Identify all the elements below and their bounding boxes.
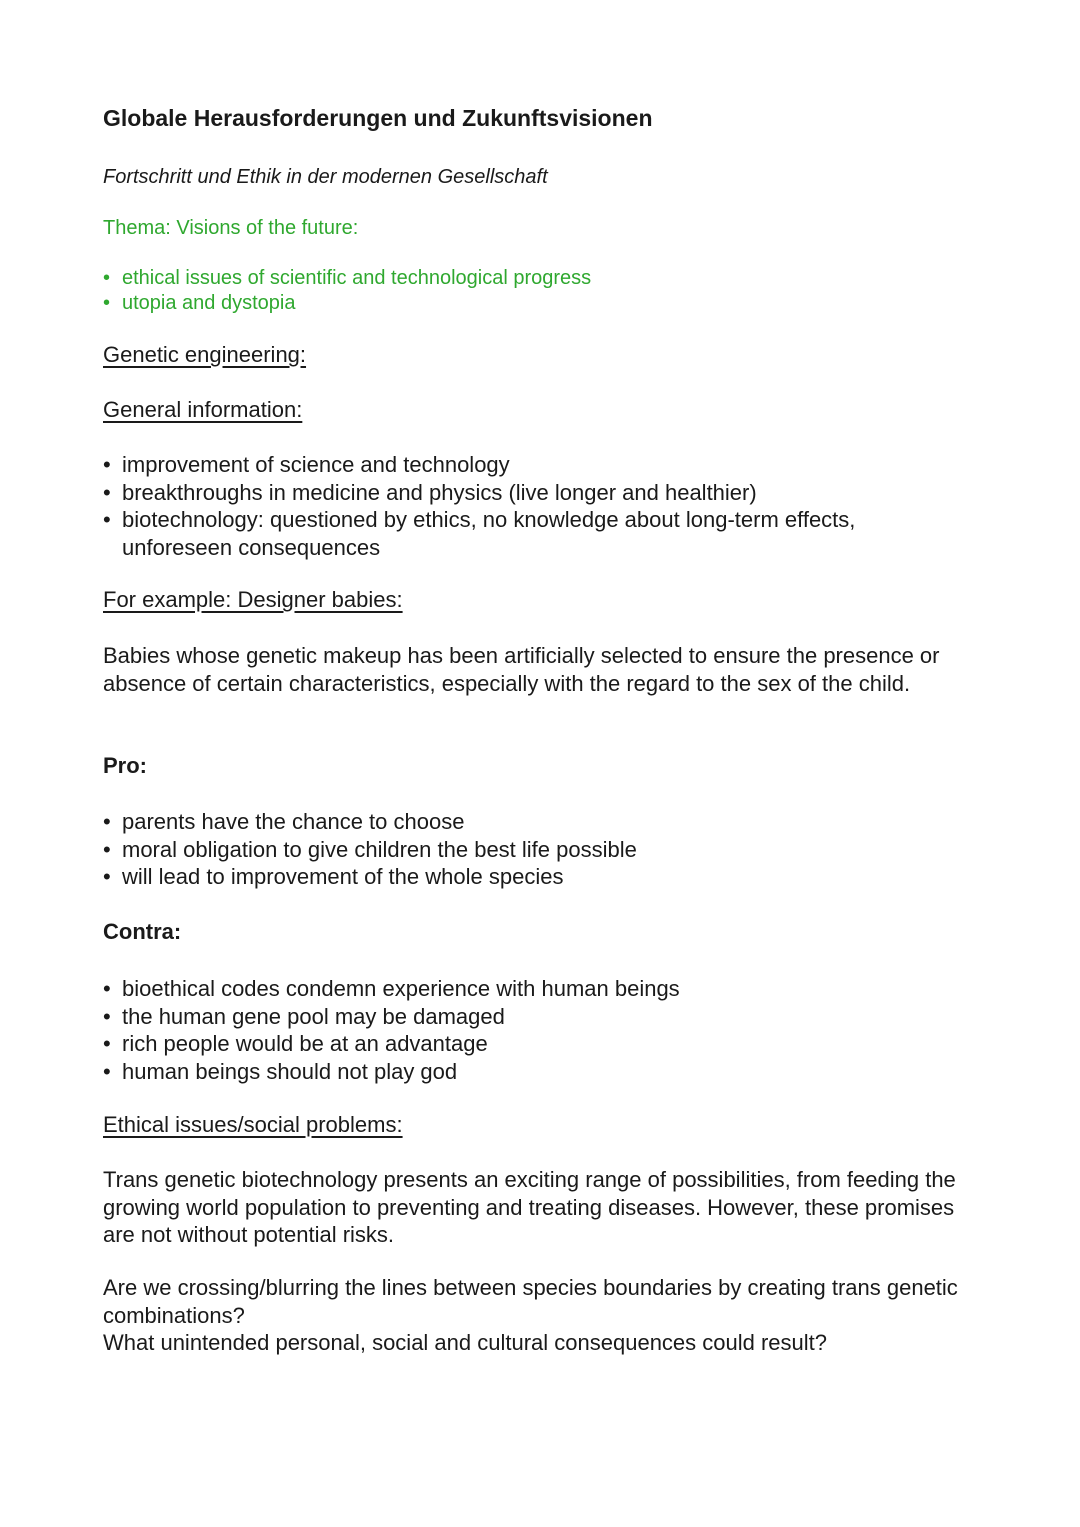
pro-list <box>103 808 963 891</box>
bullet-icon: • <box>103 1031 111 1056</box>
bullet-icon: • <box>103 976 111 1001</box>
list-item: • ethical issues of scientific and technological progress <box>103 267 592 289</box>
pro-heading: Pro: <box>103 753 147 778</box>
contra-list <box>103 975 963 1085</box>
contra-heading: Contra: <box>103 919 182 944</box>
list-item: • moral obligation to give children the best life possible <box>103 836 637 862</box>
ethical-paragraph-2 <box>103 1274 963 1357</box>
list-item: • parents have the chance to choose <box>103 809 465 834</box>
topic-list <box>103 266 591 316</box>
bullet-icon: • <box>103 507 111 532</box>
ethical-issues-heading: Ethical issues/social problems: <box>103 1112 403 1137</box>
ethical-paragraph-1: Trans genetic biotechnology presents an exciting range of possibilities, from feeding the growing world population to preventing and treating diseases. However, these promises are not without potential risks. <box>103 1167 956 1247</box>
bullet-icon: • <box>103 864 111 889</box>
example-heading: For example: Designer babies: <box>103 587 403 612</box>
ethical-question-1: Are we crossing/blurring the lines between species boundaries by creating trans genetic combinations? <box>103 1275 958 1328</box>
list-item: • breakthroughs in medicine and physics (live longer and healthier) <box>103 479 757 505</box>
genetic-engineering-heading: Genetic engineering: <box>103 342 307 367</box>
bullet-icon: • <box>103 1003 111 1029</box>
list-item: • bioethical codes condemn experience with human beings <box>103 976 680 1001</box>
example-paragraph: Babies whose genetic makeup has been artificially selected to ensure the presence or absence of certain characteristics, especially with the regard to the sex of the child. <box>103 643 940 696</box>
bullet-icon: • <box>103 267 111 289</box>
bullet-icon: • <box>103 292 111 314</box>
list-item: • biotechnology: questioned by ethics, no knowledge about long-term effects, unforeseen consequences <box>103 507 856 560</box>
list-item: • the human gene pool may be damaged <box>103 1003 505 1029</box>
ethical-question-2: What unintended personal, social and cultural consequences could result? <box>103 1330 828 1355</box>
list-item: • improvement of science and technology <box>103 452 510 477</box>
list-item: • human beings should not play god <box>103 1058 458 1084</box>
topic-label: Thema: Visions of the future: <box>103 217 359 239</box>
page-title: Globale Herausforderungen und Zukunftsvisionen <box>103 105 653 131</box>
bullet-icon: • <box>103 836 111 862</box>
page-subtitle: Fortschritt und Ethik in der modernen Gesellschaft <box>103 166 548 188</box>
bullet-icon: • <box>103 452 111 477</box>
bullet-icon: • <box>103 479 111 505</box>
list-item: • rich people would be at an advantage <box>103 1031 488 1056</box>
bullet-icon: • <box>103 809 111 834</box>
list-item: • will lead to improvement of the whole species <box>103 864 564 889</box>
general-info-list <box>103 451 963 561</box>
bullet-icon: • <box>103 1058 111 1084</box>
list-item: • utopia and dystopia <box>103 292 296 314</box>
general-info-heading: General information: <box>103 397 303 422</box>
